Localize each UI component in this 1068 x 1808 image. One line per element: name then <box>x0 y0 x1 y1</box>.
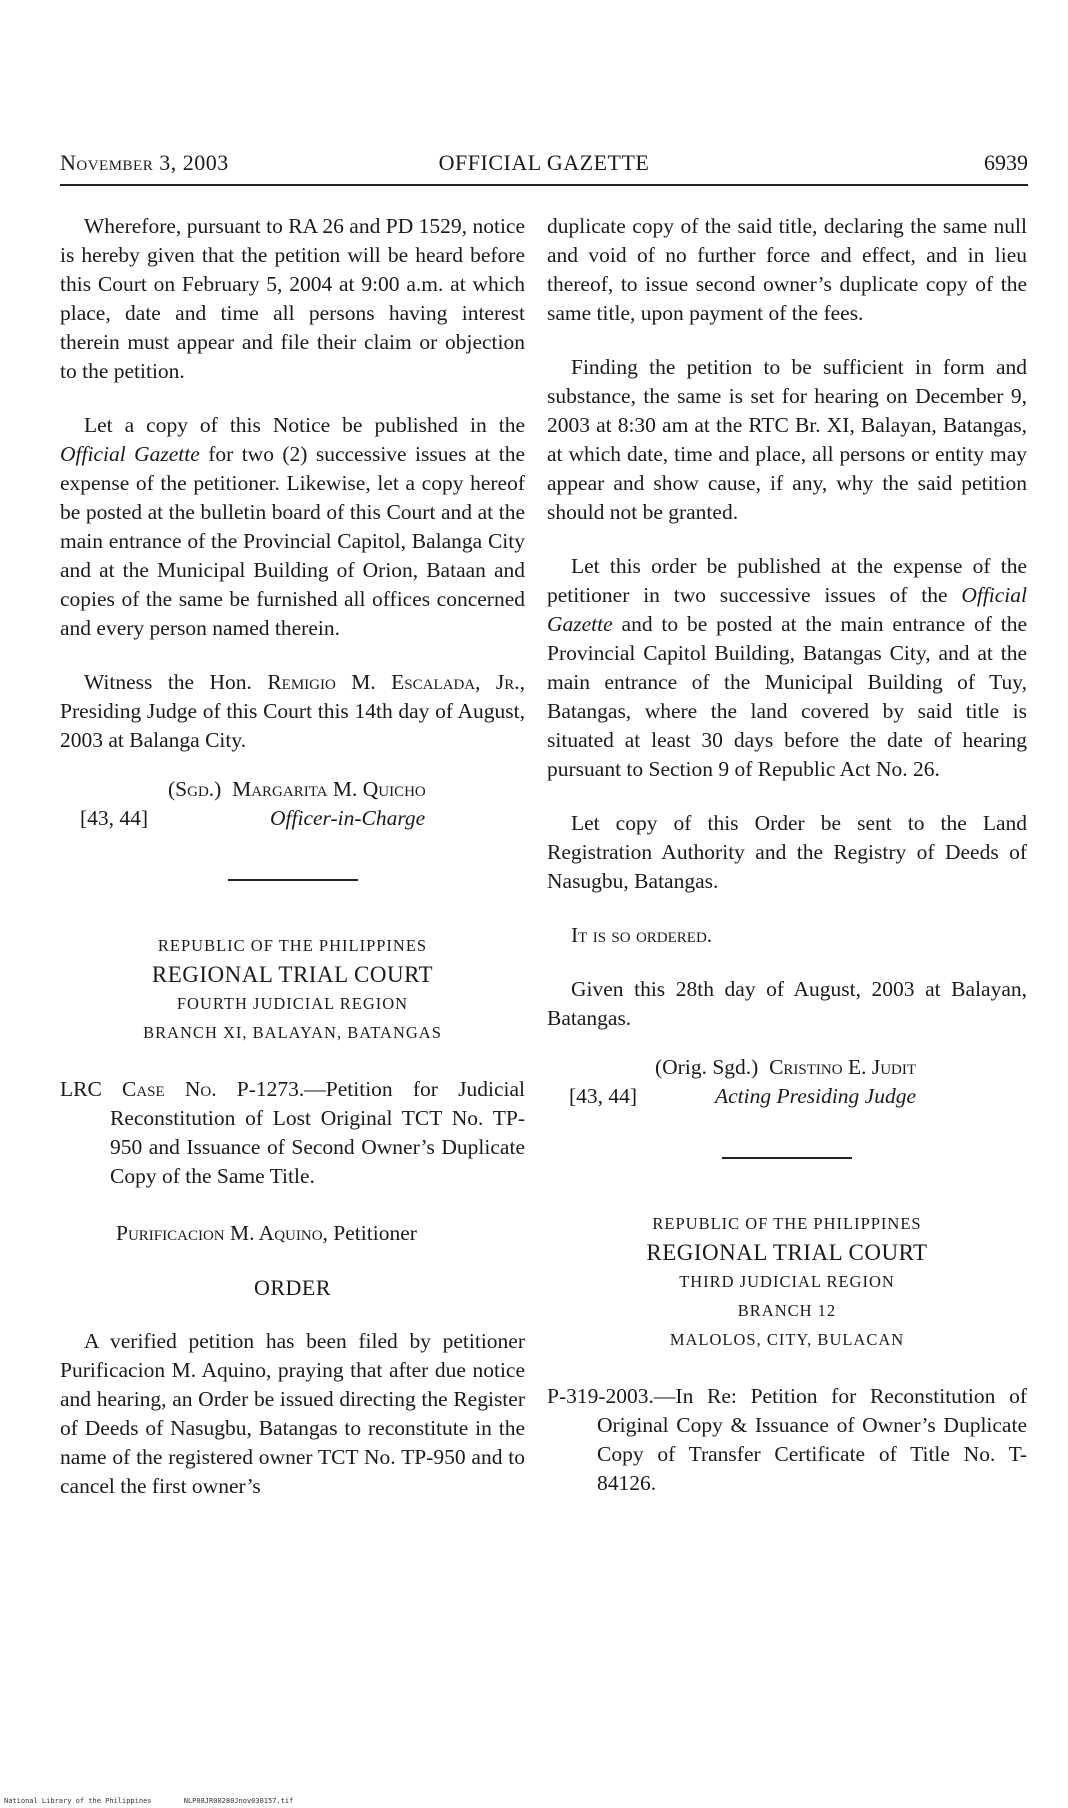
signatory-title: Officer-in-Charge <box>270 806 426 830</box>
signatory-name: Cristino E. Judit <box>769 1055 917 1079</box>
scan-footer <box>4 1797 321 1805</box>
left-paragraph-3: Witness the Hon. Remigio M. Escalada, Jr., Presiding Judge of this Court this 14th day of August, 2003 at Balanga City. <box>60 670 526 752</box>
left-paragraph-4: A verified petition has been filed by petitioner Purificacion M. Aquino, praying that after due notice and hearing, an Order be issued directing the Register of Deeds of Nasugbu, Batangas to reconstitute in the name of the registered owner TCT No. TP-950 and to cancel the first owner’s <box>60 1329 525 1498</box>
court-heading-2: REPUBLIC OF THE PHILIPPINES REGIONAL TRIAL COURT THIRD JUDICIAL REGION BRANCH 12 MALOLOS, CITY, BULACAN <box>646 1214 928 1349</box>
library-credit: National Library of the Philippines <box>4 1797 152 1805</box>
left-column <box>60 212 525 1501</box>
signatory-name: Margarita M. Quicho <box>232 777 426 801</box>
so-ordered: It is so ordered. <box>571 923 713 947</box>
header-publication: OFFICIAL GAZETTE <box>438 150 650 175</box>
court-heading-1: REPUBLIC OF THE PHILIPPINES REGIONAL TRIAL COURT FOURTH JUDICIAL REGION BRANCH XI, BALAYAN, BATANGAS <box>143 936 442 1042</box>
left-paragraph-2: Let a copy of this Notice be published in the Official Gazette for two (2) successive issues at the expense of the petitioner. Likewise, let a copy hereof be posted at the bulletin board of this Court and at the main entrance of the Provincial Capitol, Balanga City and at the Municipal Building of Orion, Bataan and copies of the same be furnished all offices concerned and every person named therein. <box>60 413 525 640</box>
scan-filename: NLP08JR00280Jnov030157.tif <box>183 1797 294 1805</box>
section-divider <box>228 879 358 881</box>
gazette-name: Official Gazette <box>547 583 1027 636</box>
signature-block-1: (Sgd.) Margarita M. Quicho [43, 44] Officer-in-Charge <box>60 775 525 837</box>
gazette-name: Official Gazette <box>60 442 200 466</box>
right-paragraph-3: Let this order be published at the expense of the petitioner in two successive issues of the Official Gazette and to be posted at the main entrance of the Provincial Capitol Building, Batangas City, and at the main entrance of the Municipal Building of Tuy, Batangas, where the land covered by said title is situated at least 30 days before the date of hearing pursuant to Section 9 of Republic Act No. 26. <box>547 554 1027 781</box>
reference-numbers: [43, 44] <box>80 806 149 830</box>
right-paragraph-5: Given this 28th day of August, 2003 at Balayan, Batangas. <box>547 977 1027 1030</box>
right-column <box>547 212 1027 1526</box>
order-heading: ORDER <box>253 1275 332 1300</box>
header-page-number: 6939 <box>984 150 1028 175</box>
reference-numbers: [43, 44] <box>569 1084 638 1108</box>
page-header <box>60 150 1028 186</box>
right-paragraph-2: Finding the petition to be sufficient in form and substance, the same is set for hearing on December 9, 2003 at 8:30 am at the RTC Br. XI, Balayan, Batangas, at which date, time and place, all persons or entity may appear and show cause, if any, why the said petition should not be granted. <box>547 355 1027 524</box>
right-paragraph-1: duplicate copy of the said title, declaring the same null and void of no further force and effect, and in lieu thereof, to issue second owner’s duplicate copy of the same title, upon payment of the fees. <box>547 214 1027 325</box>
signatory-title: Acting Presiding Judge <box>715 1084 917 1108</box>
right-paragraph-4: Let copy of this Order be sent to the Land Registration Authority and the Registry of Deeds of Nasugbu, Batangas. <box>547 811 1027 893</box>
header-date: November 3, 2003 <box>60 150 229 175</box>
petitioner-line: Purificacion M. Aquino, Petitioner <box>116 1221 417 1245</box>
section-divider <box>722 1157 852 1159</box>
case-title-2: P-319-2003.—In Re: Petition for Reconstitution of Original Copy & Issuance of Owner’s Duplicate Copy of Transfer Certificate of Title No. T-84126. <box>547 1384 1027 1495</box>
left-paragraph-1: Wherefore, pursuant to RA 26 and PD 1529, notice is hereby given that the petition will be heard before this Court on February 5, 2004 at 9:00 a.m. at which place, date and time all persons having interest therein must appear and file their claim or objection to the petition. <box>60 214 525 383</box>
judge-name: Remigio M. Escalada, Jr. <box>267 670 520 694</box>
signature-block-2: (Orig. Sgd.) Cristino E. Judit [43, 44] Acting Presiding Judge <box>547 1053 1027 1115</box>
case-title-1: LRC Case No. P-1273.—Petition for Judicial Reconstitution of Lost Original TCT No. TP-950 and Issuance of Second Owner’s Duplicate Copy of the Same Title. <box>60 1077 525 1188</box>
